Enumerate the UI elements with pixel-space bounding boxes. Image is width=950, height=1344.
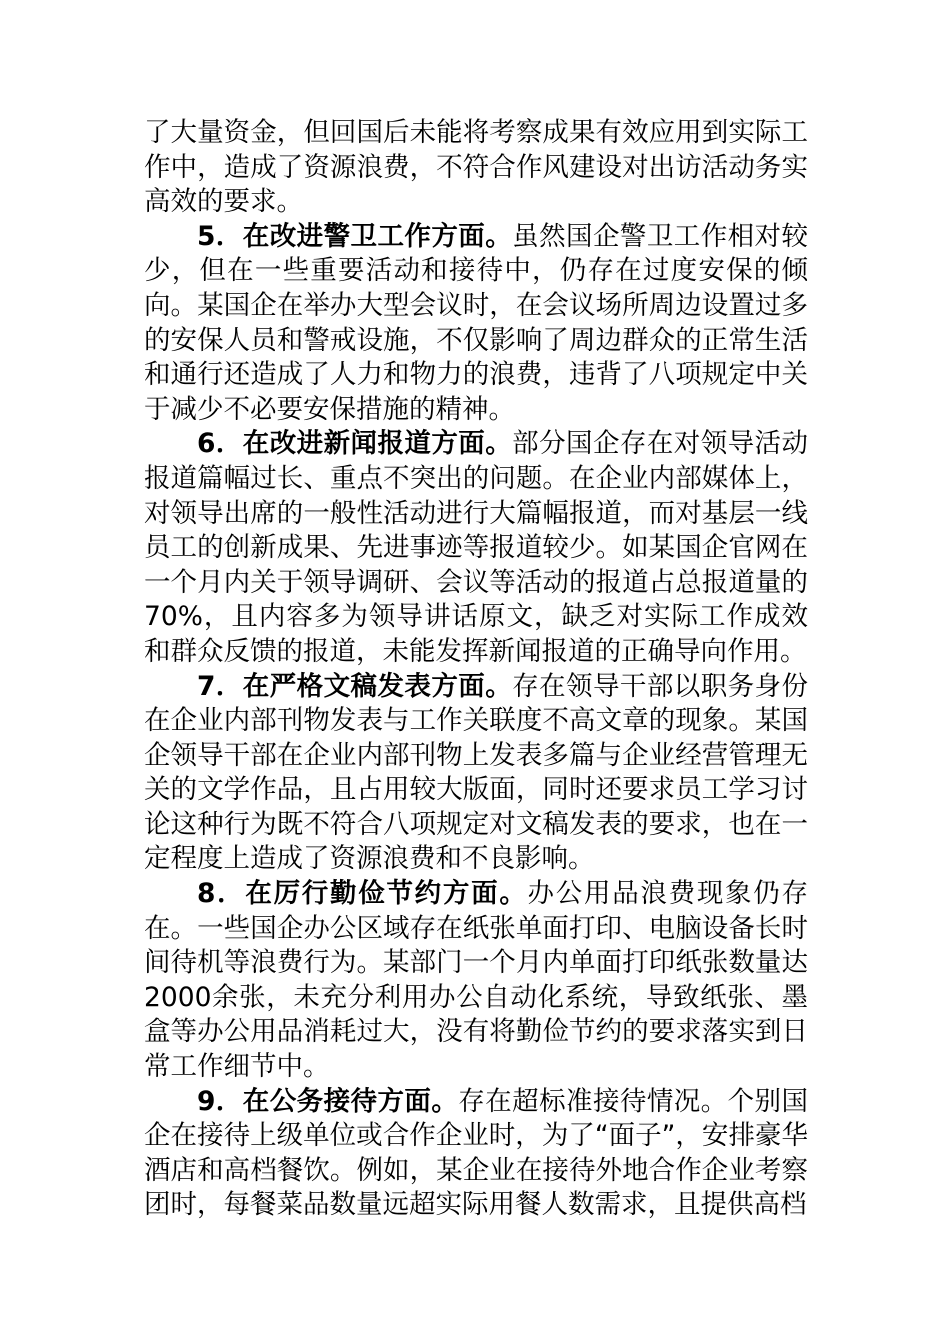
paragraph-body: 虽然国企警卫工作相对较少，但在一些重要活动和接待中，仍存在过度安保的倾向。某国企在举办大型会议时，在会议场所周边设置过多的安保人员和警戒设施，不仅影响了周边群众的正常生活和通行还造成了人力和物力的浪费，违背了八项规定中关于减少不必要安保措施的精神。 bbox=[144, 220, 808, 425]
paragraph-body: 存在领导干部以职务身份在企业内部刊物发表与工作关联度不高文章的现象。某国企领导干部在企业内部刊物上发表多篇与企业经营管理无关的文学作品，且占用较大版面，同时还要求员工学习讨论这种行为既不符合八项规定对文稿发表的要求，也在一定程度上造成了资源浪费和不良影响。 bbox=[144, 670, 808, 875]
paragraph-continued bbox=[144, 116, 808, 220]
paragraph-item-6 bbox=[144, 427, 808, 669]
paragraph-item-7 bbox=[144, 670, 808, 878]
paragraph-heading: 5．在改进警卫工作方面。 bbox=[197, 220, 513, 252]
paragraph-item-9 bbox=[144, 1085, 808, 1223]
paragraph-body: 了大量资金，但回国后未能将考察成果有效应用到实际工作中，造成了资源浪费，不符合作风建设对出访活动务实高效的要求。 bbox=[144, 117, 808, 218]
paragraph-heading: 6．在改进新闻报道方面。 bbox=[197, 428, 513, 460]
paragraph-body: 存在超标准接待情况。个别国企在接待上级单位或合作企业时，为了“面子”，安排豪华酒店和高档餐饮。例如，某企业在接待外地合作企业考察团时，每餐菜品数量远超实际用餐人数需求，且提供高档 bbox=[144, 1085, 808, 1221]
document-body bbox=[144, 116, 808, 1223]
paragraph-heading: 9．在公务接待方面。 bbox=[197, 1085, 459, 1117]
paragraph-heading: 7．在严格文稿发表方面。 bbox=[197, 670, 513, 702]
paragraph-body: 部分国企存在对领导活动报道篇幅过长、重点不突出的问题。在企业内部媒体上，对领导出席的一般性活动进行大篇幅报道，而对基层一线员工的创新成果、先进事迹等报道较少。如某国企官网在一个月内关于领导调研、会议等活动的报道占总报道量的70%，且内容多为领导讲话原文，缺乏对实际工作成效和群众反馈的报道，未能发挥新闻报道的正确导向作用。 bbox=[144, 428, 808, 667]
paragraph-body: 办公用品浪费现象仍存在。一些国企办公区域存在纸张单面打印、电脑设备长时间待机等浪费行为。某部门一个月内单面打印纸张数量达2000余张，未充分利用办公自动化系统，导致纸张、墨盒等办公用品消耗过大，没有将勤俭节约的要求落实到日常工作细节中。 bbox=[144, 878, 808, 1083]
paragraph-item-5 bbox=[144, 220, 808, 428]
paragraph-item-8 bbox=[144, 877, 808, 1085]
paragraph-heading: 8．在厉行勤俭节约方面。 bbox=[197, 878, 528, 910]
